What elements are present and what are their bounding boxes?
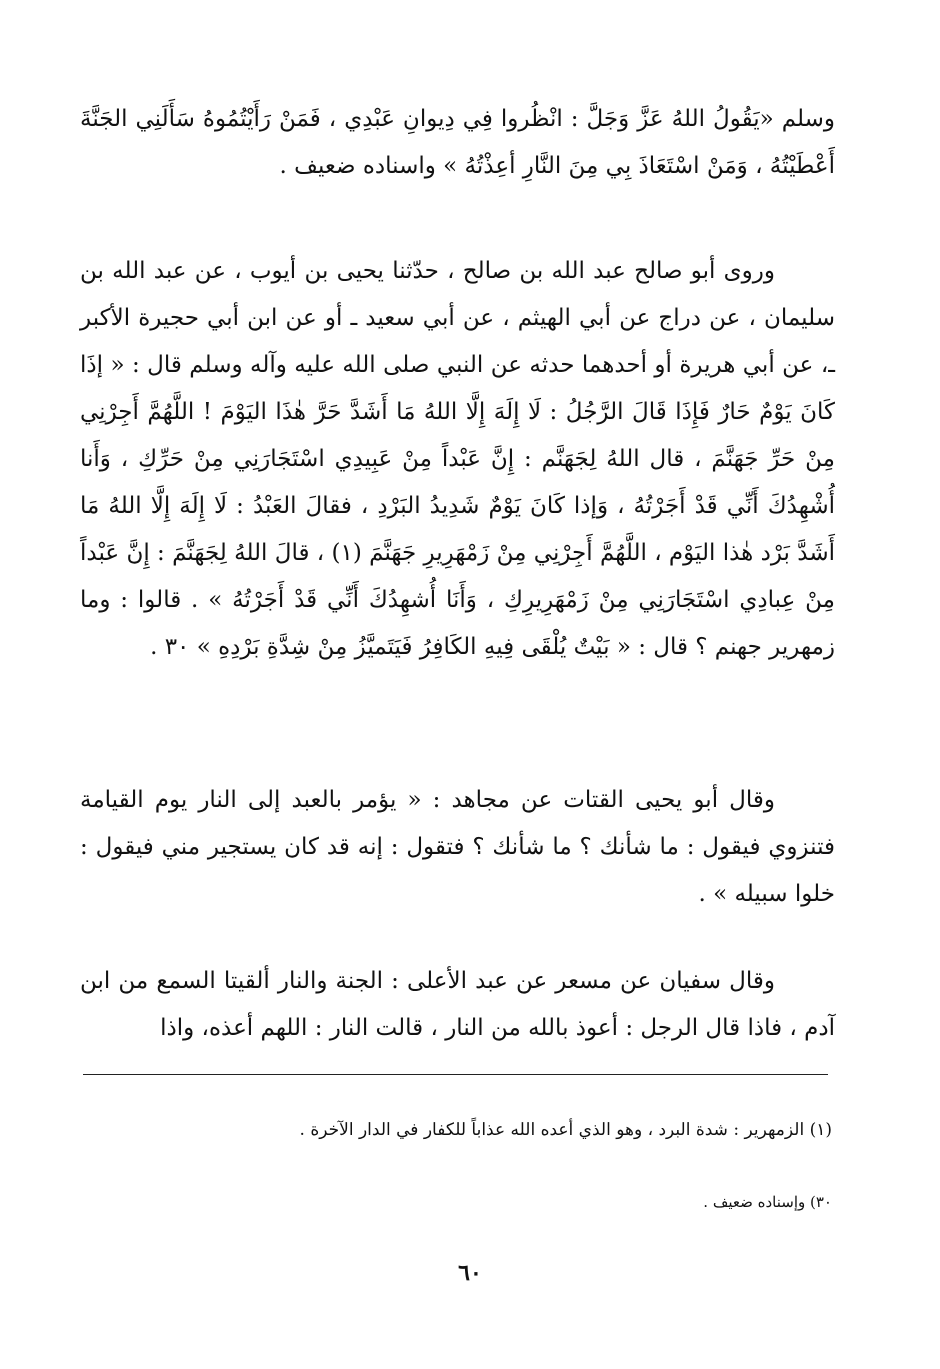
paragraph-text: وقال سفيان عن مسعر عن عبد الأعلى : الجنة والنار ألقيتا السمع من ابن آدم ، فاذا قال الرجل : أعوذ بالله من النار ، قالت النار : اللهم أعذه، واذا bbox=[80, 968, 835, 1041]
paragraph-mujahid bbox=[80, 777, 835, 918]
paragraph-text: وسلم «يَقُولُ اللهُ عَزَّ وَجَلَّ : انْظُروا فِي دِيوانِ عَبْدِي ، فَمَنْ رَأَيْتُمُوهُ سَأَلَنِي الجَنَّةَ أَعْطَيْتُهُ ، وَمَنْ اسْتَعَاذَ بِي مِنَ النَّارِ أعِذْتُهُ » واسناده ضعيف . bbox=[80, 106, 835, 179]
footnote-zamharir: (١) الزمهرير : شدة البرد ، وهو الذي أعده الله عذاباً للكفار في الدار الآخرة . bbox=[299, 1120, 832, 1140]
paragraph-sufyan bbox=[80, 958, 835, 1052]
footnote-divider bbox=[83, 1074, 828, 1075]
paragraph-text: وقال أبو يحيى القتات عن مجاهد : « يؤمر بالعبد إلى النار يوم القيامة فتنزوي فيقول : ما شأنك ؟ ما شأنك ؟ فتقول : إنه قد كان يستجير مني فيقول : خلوا سبيله » . bbox=[80, 787, 835, 907]
paragraph-hadith-diwan bbox=[80, 96, 835, 190]
paragraph-text: وروى أبو صالح عبد الله بن صالح ، حدّثنا يحيى بن أيوب ، عن عبد الله بن سليمان ، عن دراج عن أبي الهيثم ، عن أبي سعيد ـ أو عن ابن أبي حجيرة الأكبر ـ، عن أبي هريرة أو أحدهما حدثه عن النبي صلى الله عليه وآله وسلم قال : « إذَا كَانَ يَوْمٌ حَارٌ فَإِذَا قَالَ الرَّجُلُ : لَا إِلَهَ إِلَّا اللهُ مَا أَشَدَّ حَرَّ هٰذَا اليَوْمَ ! اللَّهُمَّ أَجِرْنِي مِنْ حَرِّ جَهَنَّمَ ، قال اللهُ لِجَهَنَّم : إِنَّ عَبْداً مِنْ عَبِيدِي اسْتَجَارَنِي مِنْ حَرِّكِ ، وَأَنا أُشْهِدُكَ أَنِّي قَدْ أَجَرْتُهُ ، وَإذا كَانَ يَوْمٌ شَدِيدُ البَرْدِ ، فقالَ العَبْدُ : لَا إِلَهَ إِلَّا اللهُ مَا أَشَدَّ بَرْد هٰذا اليَوْم ، اللَّهُمَّ أَجِرْنِي مِنْ زَمْهَرِيرِ جَهَنَّمَ (١) ، قالَ اللهُ لِجَهَنَّمَ : إِنَّ عَبْداً مِنْ عِبادِي اسْتَجَارَنِي مِنْ زَمْهَرِيرِكِ ، وَأَنَا أُشهِدُكَ أَنِّي قَدْ أَجَرْتُهُ » . قالوا : وما زمهرير جهنم ؟ قال : « بَيْتٌ يُلْقَى فِيهِ الكَافِرُ فَيَتَميَّزُ مِنْ شِدَّةِ بَرْدِهِ » ٣٠ . bbox=[80, 258, 835, 660]
footnote-isnad: ٣٠) وإسناده ضعيف . bbox=[703, 1193, 832, 1211]
paragraph-hadith-heat-cold bbox=[80, 248, 835, 671]
page-number: ٦٠ bbox=[458, 1260, 482, 1286]
